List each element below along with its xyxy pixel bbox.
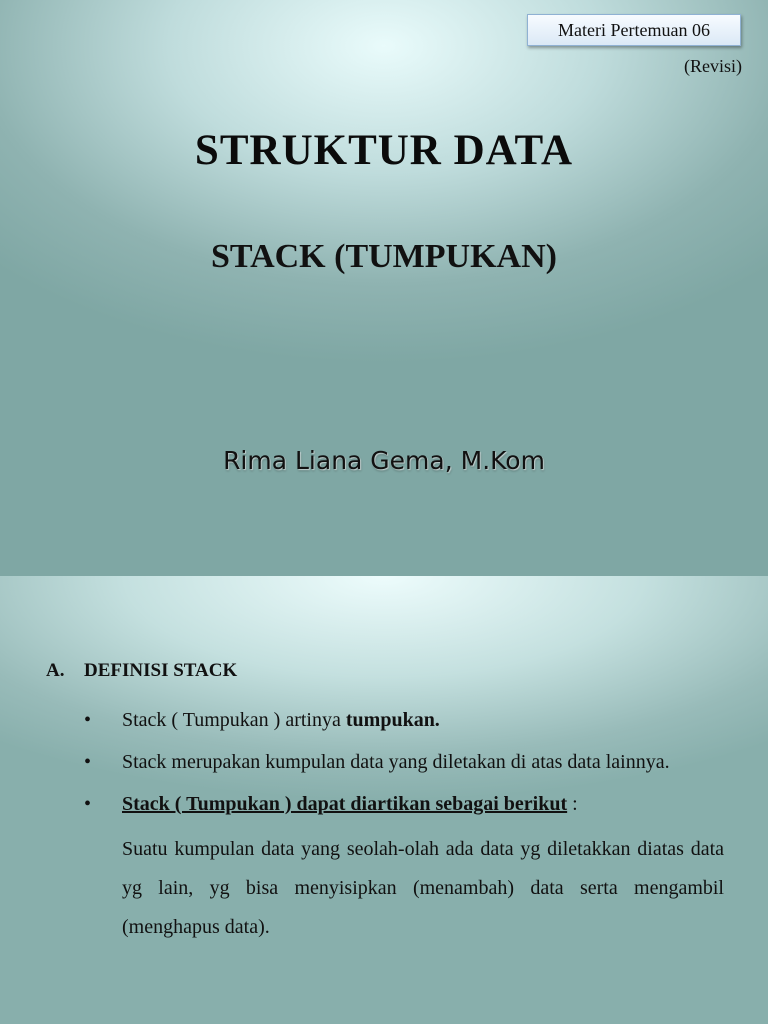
bullet-text: Stack ( Tumpukan ) artinya [122, 709, 346, 731]
author-name: Rima Liana Gema, M.Kom [223, 446, 545, 475]
bullet-underlined-text: Stack ( Tumpukan ) dapat diartikan sebagai berikut [122, 793, 568, 815]
revision-note: (Revisi) [684, 56, 742, 76]
list-item [84, 784, 724, 824]
meeting-tag-label: Materi Pertemuan 06 [558, 19, 710, 40]
list-item [84, 700, 724, 740]
section-title: DEFINISI STACK [84, 660, 238, 681]
bullet-bold-text: tumpukan. [345, 709, 440, 731]
definition-content [84, 700, 724, 947]
bullet-icon: • [84, 793, 92, 815]
bullet-text: Stack merupakan kumpulan data yang diletakan di atas data lainnya. [122, 751, 670, 773]
slide-subtitle: STACK (TUMPUKAN) [211, 238, 557, 275]
list-item [84, 742, 724, 782]
section-heading [46, 660, 237, 682]
definition-slide [0, 576, 768, 1024]
bullet-suffix: : [567, 793, 578, 815]
bullet-icon: • [84, 751, 92, 773]
meeting-tag [527, 14, 741, 46]
slide-title: STRUKTUR DATA [194, 127, 574, 174]
definition-paragraph: Suatu kumpulan data yang seolah-olah ada data yg diletakkan diatas data yg lain, yg bisa menyisipkan (menambah) data serta mengambil (menghapus data). [122, 838, 724, 938]
bullet-icon: • [84, 709, 92, 731]
section-letter: A. [46, 660, 65, 681]
